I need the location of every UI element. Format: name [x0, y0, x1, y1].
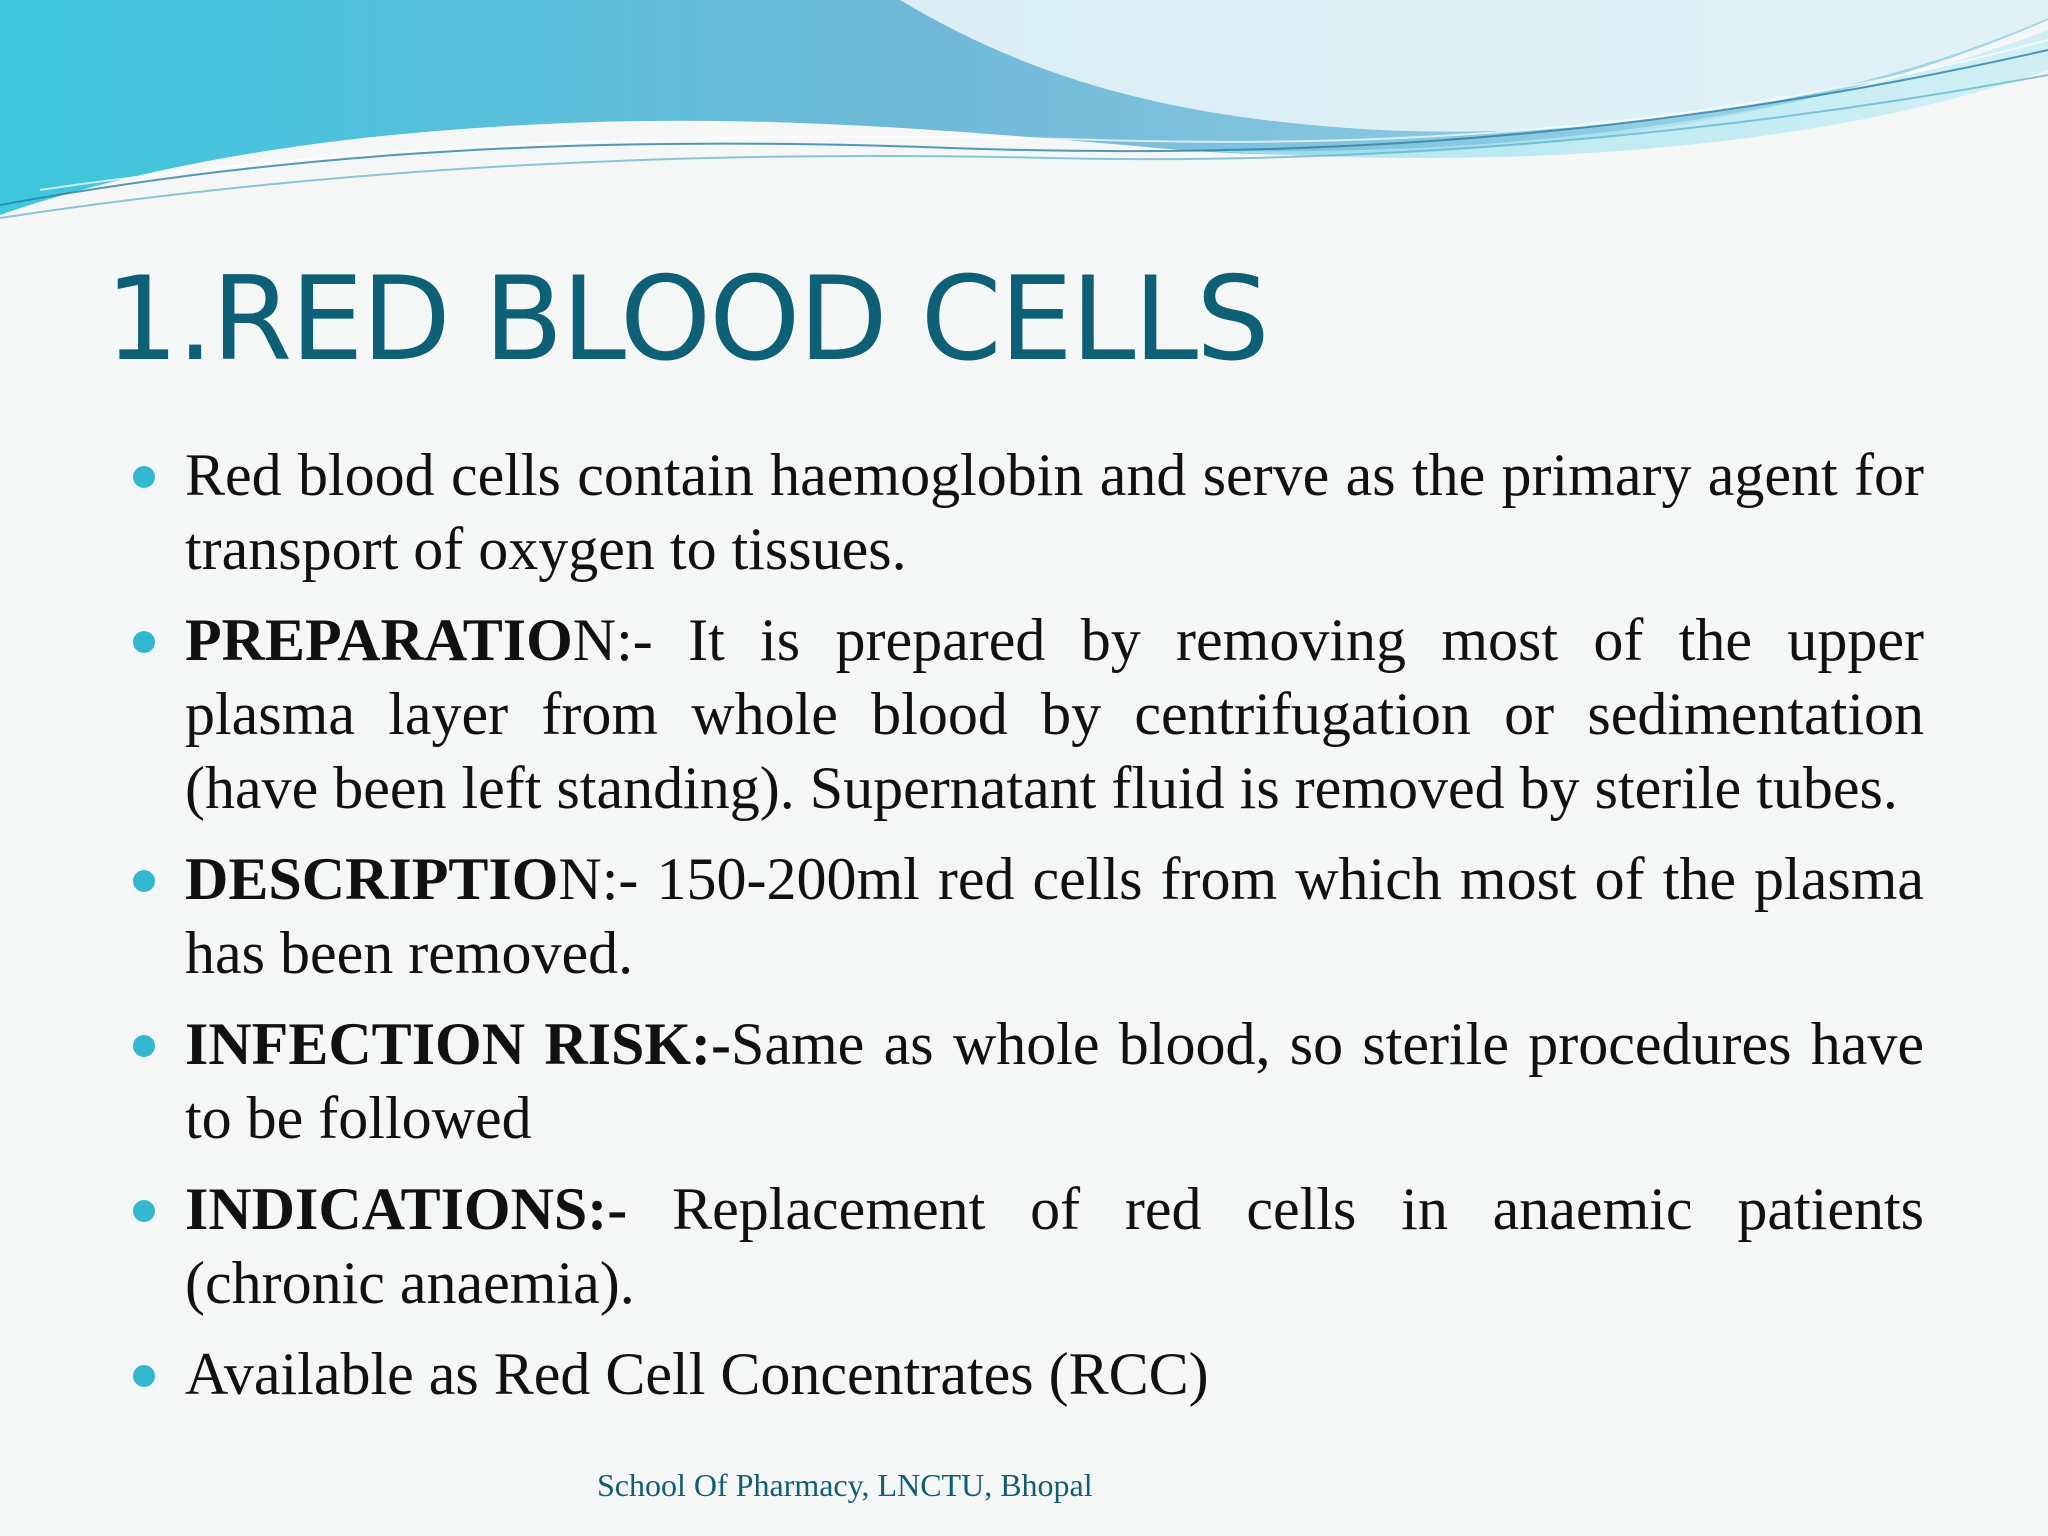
slide-footer: School Of Pharmacy, LNCTU, Bhopal: [597, 1467, 1093, 1503]
bullet-text: Available as Red Cell Concentrates (RCC): [185, 1341, 1209, 1407]
bullet-text: N:- 150-200ml red cells from which most of the plasma has been removed.: [185, 846, 1924, 986]
bullet-heading: PREPARATIO: [185, 607, 573, 673]
bullet-item: [185, 603, 1924, 825]
bullet-item: [185, 438, 1924, 586]
bullet-dot-icon: [133, 870, 155, 892]
bullet-heading: DESCRIPTIO: [185, 846, 559, 912]
bullet-dot-icon: [133, 631, 155, 653]
bullet-list: [185, 438, 1924, 1428]
bullet-heading: INFECTION RISK:-: [185, 1011, 732, 1077]
bullet-text: Replacement of red cells in anaemic patients (chronic anaemia).: [185, 1176, 1924, 1316]
bullet-text: Same as whole blood, so sterile procedures have to be followed: [185, 1011, 1924, 1151]
header-wave-decoration: [0, 0, 2048, 240]
bullet-item: [185, 1337, 1924, 1411]
bullet-text: N:- It is prepared by removing most of the upper plasma layer from whole blood by centrifugation or sedimentation (have been left standing). Supernatant fluid is removed by sterile tubes.: [185, 607, 1924, 821]
bullet-heading: INDICATIONS:-: [185, 1176, 628, 1242]
bullet-dot-icon: [133, 1200, 155, 1222]
bullet-dot-icon: [133, 466, 155, 488]
bullet-dot-icon: [133, 1035, 155, 1057]
bullet-item: [185, 1007, 1924, 1155]
bullet-dot-icon: [133, 1365, 155, 1387]
bullet-item: [185, 842, 1924, 990]
slide-title: 1.RED BLOOD CELLS: [105, 252, 1268, 387]
bullet-text: Red blood cells contain haemoglobin and serve as the primary agent for transport of oxygen to tissues.: [185, 442, 1924, 582]
bullet-item: [185, 1172, 1924, 1320]
